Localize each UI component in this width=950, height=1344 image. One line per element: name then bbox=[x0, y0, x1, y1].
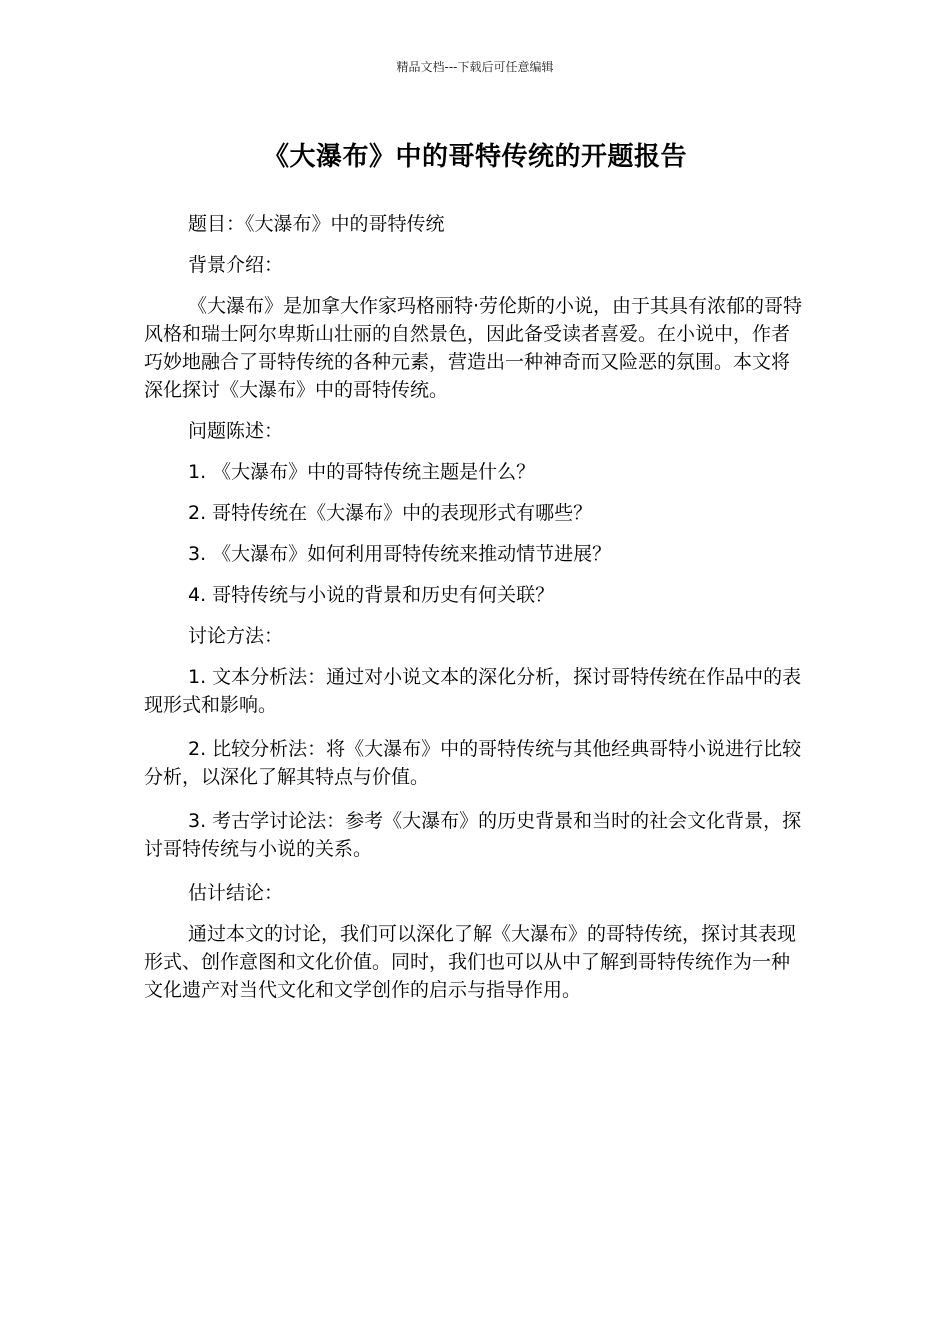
method-item-3: 3. 考古学讨论法：参考《大瀑布》的历史背景和当时的社会文化背景，探讨哥特传统与小说的关系。 bbox=[144, 810, 802, 860]
topic-line: 题目：《大瀑布》中的哥特传统 bbox=[188, 213, 445, 235]
conclusion-heading: 估计结论： bbox=[188, 882, 284, 904]
conclusion-paragraph: 通过本文的讨论，我们可以深化了解《大瀑布》的哥特传统，探讨其表现形式、创作意图和文化价值。同时，我们也可以从中了解到哥特传统作为一种文化遗产对当代文化和文学创作的启示与指导作用。 bbox=[144, 923, 797, 1001]
problem-heading: 问题陈述： bbox=[188, 420, 284, 442]
document-title: 《大瀑布》中的哥特传统的开题报告 bbox=[262, 142, 687, 172]
problem-item-2: 2. 哥特传统在《大瀑布》中的表现形式有哪些？ bbox=[188, 502, 593, 524]
method-item-2: 2. 比较分析法：将《大瀑布》中的哥特传统与其他经典哥特小说进行比较分析，以深化了解其特点与价值。 bbox=[144, 738, 802, 788]
header-note: 精品文档---下载后可任意编辑 bbox=[396, 60, 554, 74]
problem-item-1: 1. 《大瀑布》中的哥特传统主题是什么？ bbox=[188, 461, 536, 483]
problem-item-4: 4. 哥特传统与小说的背景和历史有何关联？ bbox=[188, 584, 555, 606]
document-body bbox=[144, 210, 804, 1017]
method-heading: 讨论方法： bbox=[188, 625, 284, 647]
background-paragraph: 《大瀑布》是加拿大作家玛格丽特·劳伦斯的小说，由于其具有浓郁的哥特风格和瑞士阿尔卑斯山壮丽的自然景色，因此备受读者喜爱。在小说中，作者巧妙地融合了哥特传统的各种元素，营造出一种神奇而又险恶的氛围。本文将深化探讨《大瀑布》中的哥特传统。 bbox=[144, 295, 803, 401]
method-item-1: 1. 文本分析法：通过对小说文本的深化分析，探讨哥特传统在作品中的表现形式和影响。 bbox=[144, 666, 802, 716]
problem-item-3: 3. 《大瀑布》如何利用哥特传统来推动情节进展？ bbox=[188, 543, 612, 565]
background-heading: 背景介绍： bbox=[188, 254, 284, 276]
